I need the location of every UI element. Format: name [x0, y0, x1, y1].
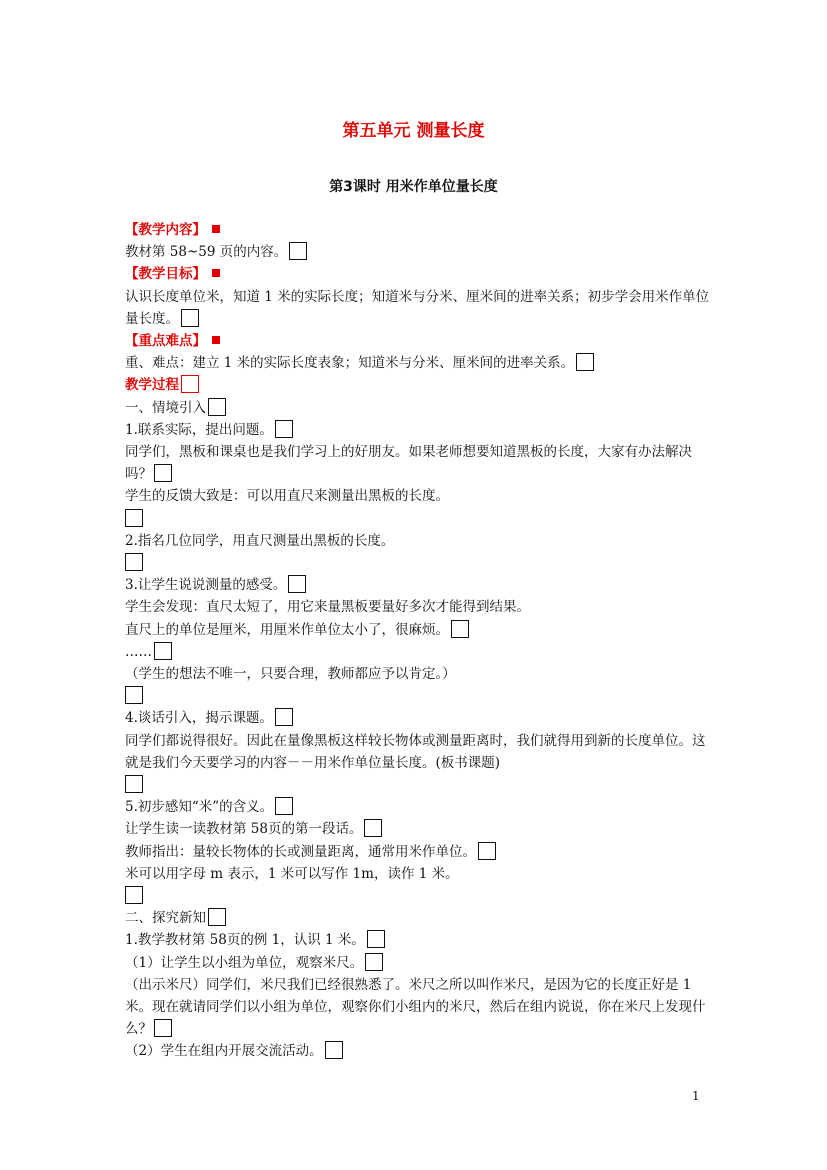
checkbox-square [154, 464, 172, 482]
paragraph: 认识长度单位米，知道 1 米的实际长度；知道米与分米、厘米间的进率关系；初步学会用米作单位量长度。 [125, 288, 710, 327]
checkbox-square [451, 620, 469, 638]
standalone-box-row [125, 885, 710, 907]
red-square-marker [212, 225, 220, 233]
lesson-subtitle: 第3课时 用米作单位量长度 [329, 179, 498, 195]
paragraph: 米可以用字母 m 表示，1 米可以写作 1m，读作 1 米。 [125, 865, 459, 882]
paragraph: （出示米尺）同学们，米尺我们已经很熟悉了。米尺之所以叫作米尺，是因为它的长度正好是 1 米。现在就请同学们以小组为单位，观察你们小组内的米尺，然后在组内说说，你在米尺上发现什么？ [125, 976, 706, 1038]
checkbox-square [125, 775, 143, 793]
red-checkbox-square [181, 375, 199, 393]
checkbox-square [367, 930, 385, 948]
checkbox-square [125, 686, 143, 704]
checkbox-square [478, 842, 496, 860]
standalone-box-row [125, 685, 710, 707]
checkbox-square [208, 908, 226, 926]
page-number: 1 [692, 1089, 700, 1103]
paragraph: 5.初步感知“米”的含义。 [125, 796, 710, 818]
paragraph: …… [125, 641, 710, 663]
paragraph: 1.教学教材第 58页的例 1，认识 1 米。 [125, 929, 710, 951]
checkbox-square [325, 1041, 343, 1059]
section-heading-goal: 【教学目标】 [125, 263, 710, 285]
paragraph: 学生会发现：直尺太短了，用它来量黑板要量好多次才能得到结果。 [125, 599, 530, 616]
paragraph: 教材第 58~59 页的内容。 [125, 241, 710, 263]
paragraph: 直尺上的单位是厘米，用厘米作单位太小了，很麻烦。 [125, 619, 710, 641]
checkbox-square [154, 1019, 172, 1037]
section-heading-key: 【重点难点】 [125, 330, 710, 352]
paragraph: 二、探究新知 [125, 907, 710, 929]
page-title: 第五单元 测量长度 [342, 121, 485, 141]
paragraph: 让学生读一读教材第 58页的第一段话。 [125, 818, 710, 840]
checkbox-square [275, 708, 293, 726]
checkbox-square [125, 509, 143, 527]
paragraph: 同学们都说得很好。因此在量像黑板这样较长物体或测量距离时，我们就得用到新的长度单位。这就是我们今天要学习的内容－－用米作单位量长度。(板书课题) [125, 732, 706, 771]
checkbox-square [275, 420, 293, 438]
paragraph: 1.联系实际，提出问题。 [125, 419, 710, 441]
paragraph: 学生的反馈大致是：可以用直尺来测量出黑板的长度。 [125, 488, 449, 505]
checkbox-square [576, 353, 594, 371]
standalone-box-row [125, 774, 710, 796]
checkbox-square [288, 575, 306, 593]
paragraph: （2）学生在组内开展交流活动。 [125, 1040, 710, 1062]
checkbox-square [125, 553, 143, 571]
section-heading-content: 【教学内容】 [125, 219, 710, 241]
red-square-marker [212, 269, 220, 277]
checkbox-square [154, 642, 172, 660]
red-square-marker [212, 336, 220, 344]
paragraph: 教师指出：量较长物体的长或测量距离，通常用米作单位。 [125, 841, 710, 863]
paragraph: 4.谈话引入，揭示课题。 [125, 707, 710, 729]
paragraph: 同学们，黑板和课桌也是我们学习上的好朋友。如果老师想要知道黑板的长度，大家有办法解决吗？ [125, 444, 692, 483]
section-heading-process: 教学过程 [125, 374, 710, 396]
checkbox-square [125, 886, 143, 904]
checkbox-square [365, 953, 383, 971]
paragraph: 重、难点：建立 1 米的实际长度表象；知道米与分米、厘米间的进率关系。 [125, 352, 710, 374]
document-body [125, 219, 710, 1063]
checkbox-square [181, 309, 199, 327]
paragraph: （1）让学生以小组为单位，观察米尺。 [125, 952, 710, 974]
paragraph: 2.指名几位同学，用直尺测量出黑板的长度。 [125, 532, 395, 549]
standalone-box-row [125, 508, 710, 530]
paragraph: 一、情境引入 [125, 397, 710, 419]
paragraph: 3.让学生说说测量的感受。 [125, 574, 710, 596]
checkbox-square [208, 398, 226, 416]
standalone-box-row [125, 552, 710, 574]
checkbox-square [364, 819, 382, 837]
checkbox-square [275, 797, 293, 815]
checkbox-square [289, 242, 307, 260]
paragraph: （学生的想法不唯一，只要合理，教师都应予以肯定。） [125, 666, 456, 683]
